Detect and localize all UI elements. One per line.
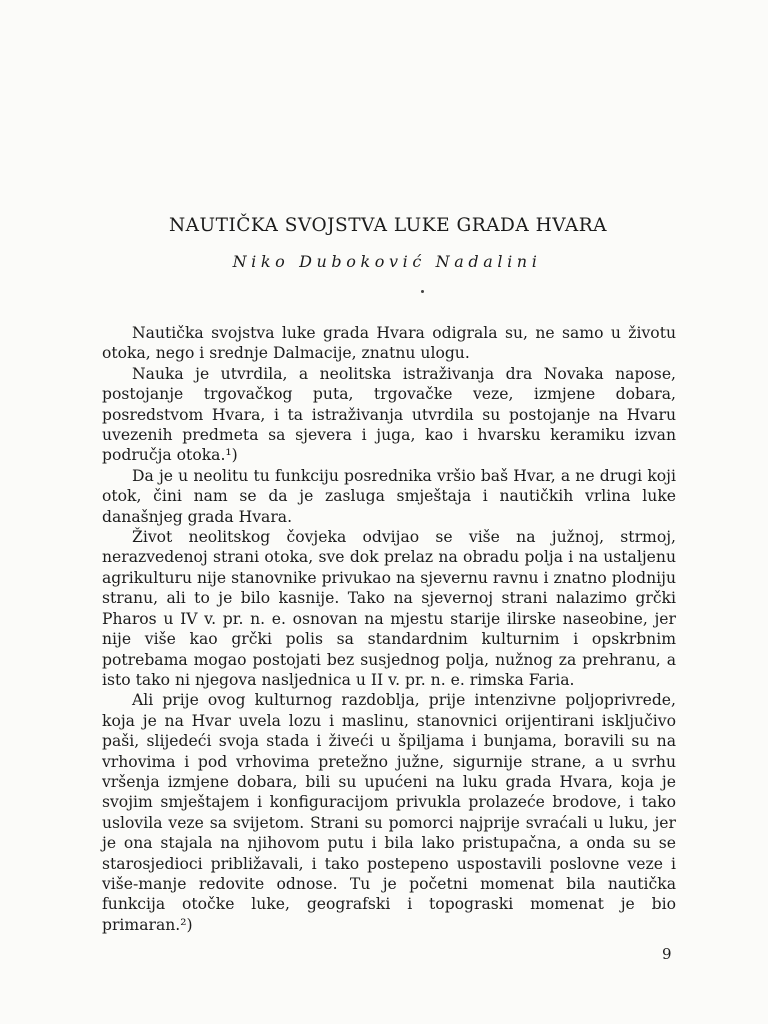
page-number: 9 [662, 945, 672, 963]
article-body [102, 323, 676, 935]
article-title: NAUTIČKA SVOJSTVA LUKE GRADA HVARA [168, 215, 607, 236]
paragraph-3: Da je u neolitu tu funkciju posrednika vršio baš Hvar, a ne drugi koji otok, čini nam se da je zasluga smještaja i nautičkih vrlina luke današnjeg grada Hvara. [102, 466, 676, 526]
paragraph-5: Ali prije ovog kulturnog razdoblja, prije intenzivne poljoprivrede, koja je na Hvar uvela lozu i maslinu, stanovnici orijentirani isključivo paši, slijedeći svoja stada i živeći u špiljama i bunjama, boravili su na vrhovima i pod vrhovima pretežno južne, sigurnije strane, a u svrhu vršenja izmjene dobara, bili su upućeni na luku grada Hvara, koja je svojim smještajem i konfiguracijom privukla prolazeće brodove, i tako uslovila veze sa svijetom. Strani su pomorci najprije svraćali u luku, jer je ona stajala na njihovom putu i bila lako pristupačna, a onda su se starosjedioci približavali, i tako postepeno uspostavili poslovne veze i više-manje redovite odnose. Tu je početni momenat bila nautička funkcija otočke luke, geografski i topograski momenat je bio primaran.²) [102, 691, 676, 934]
paragraph-1: Nautička svojstva luke grada Hvara odigrala su, ne samo u životu otoka, nego i srednje Dalmacije, znatnu ulogu. [102, 324, 676, 363]
separator-dot [421, 290, 424, 293]
paragraph-4: Život neolitskog čovjeka odvijao se više na južnoj, strmoj, nerazvedenoj strani otoka, sve dok prelaz na obradu polja i na ustaljenu agrikulturu nije stanovnike privukao na sjevernu ravnu i znatno plodniju stranu, ali to je bilo kasnije. Tako na sjevernoj strani nalazimo grčki Pharos u IV v. pr. n. e. osnovan na mjestu starije ilirske naseobine, jer nije više kao grčki polis sa standardnim kulturnim i opskrbnim potrebama mogao postojati bez susjednog polja, nužnog za prehranu, a isto tako ni njegova nasljednica u II v. pr. n. e. rimska Faria. [102, 528, 676, 689]
article-author: Niko Duboković Nadalini [232, 252, 542, 271]
paragraph-2: Nauka je utvrdila, a neolitska istraživanja dra Novaka napose, postojanje trgovačkog puta, trgovačke veze, izmjene dobara, posredstvom Hvara, i ta istraživanja utvrdila su postojanje na Hvaru uvezenih predmeta sa sjevera i juga, kao i hvarsku keramiku izvan područja otoka.¹) [102, 364, 676, 465]
